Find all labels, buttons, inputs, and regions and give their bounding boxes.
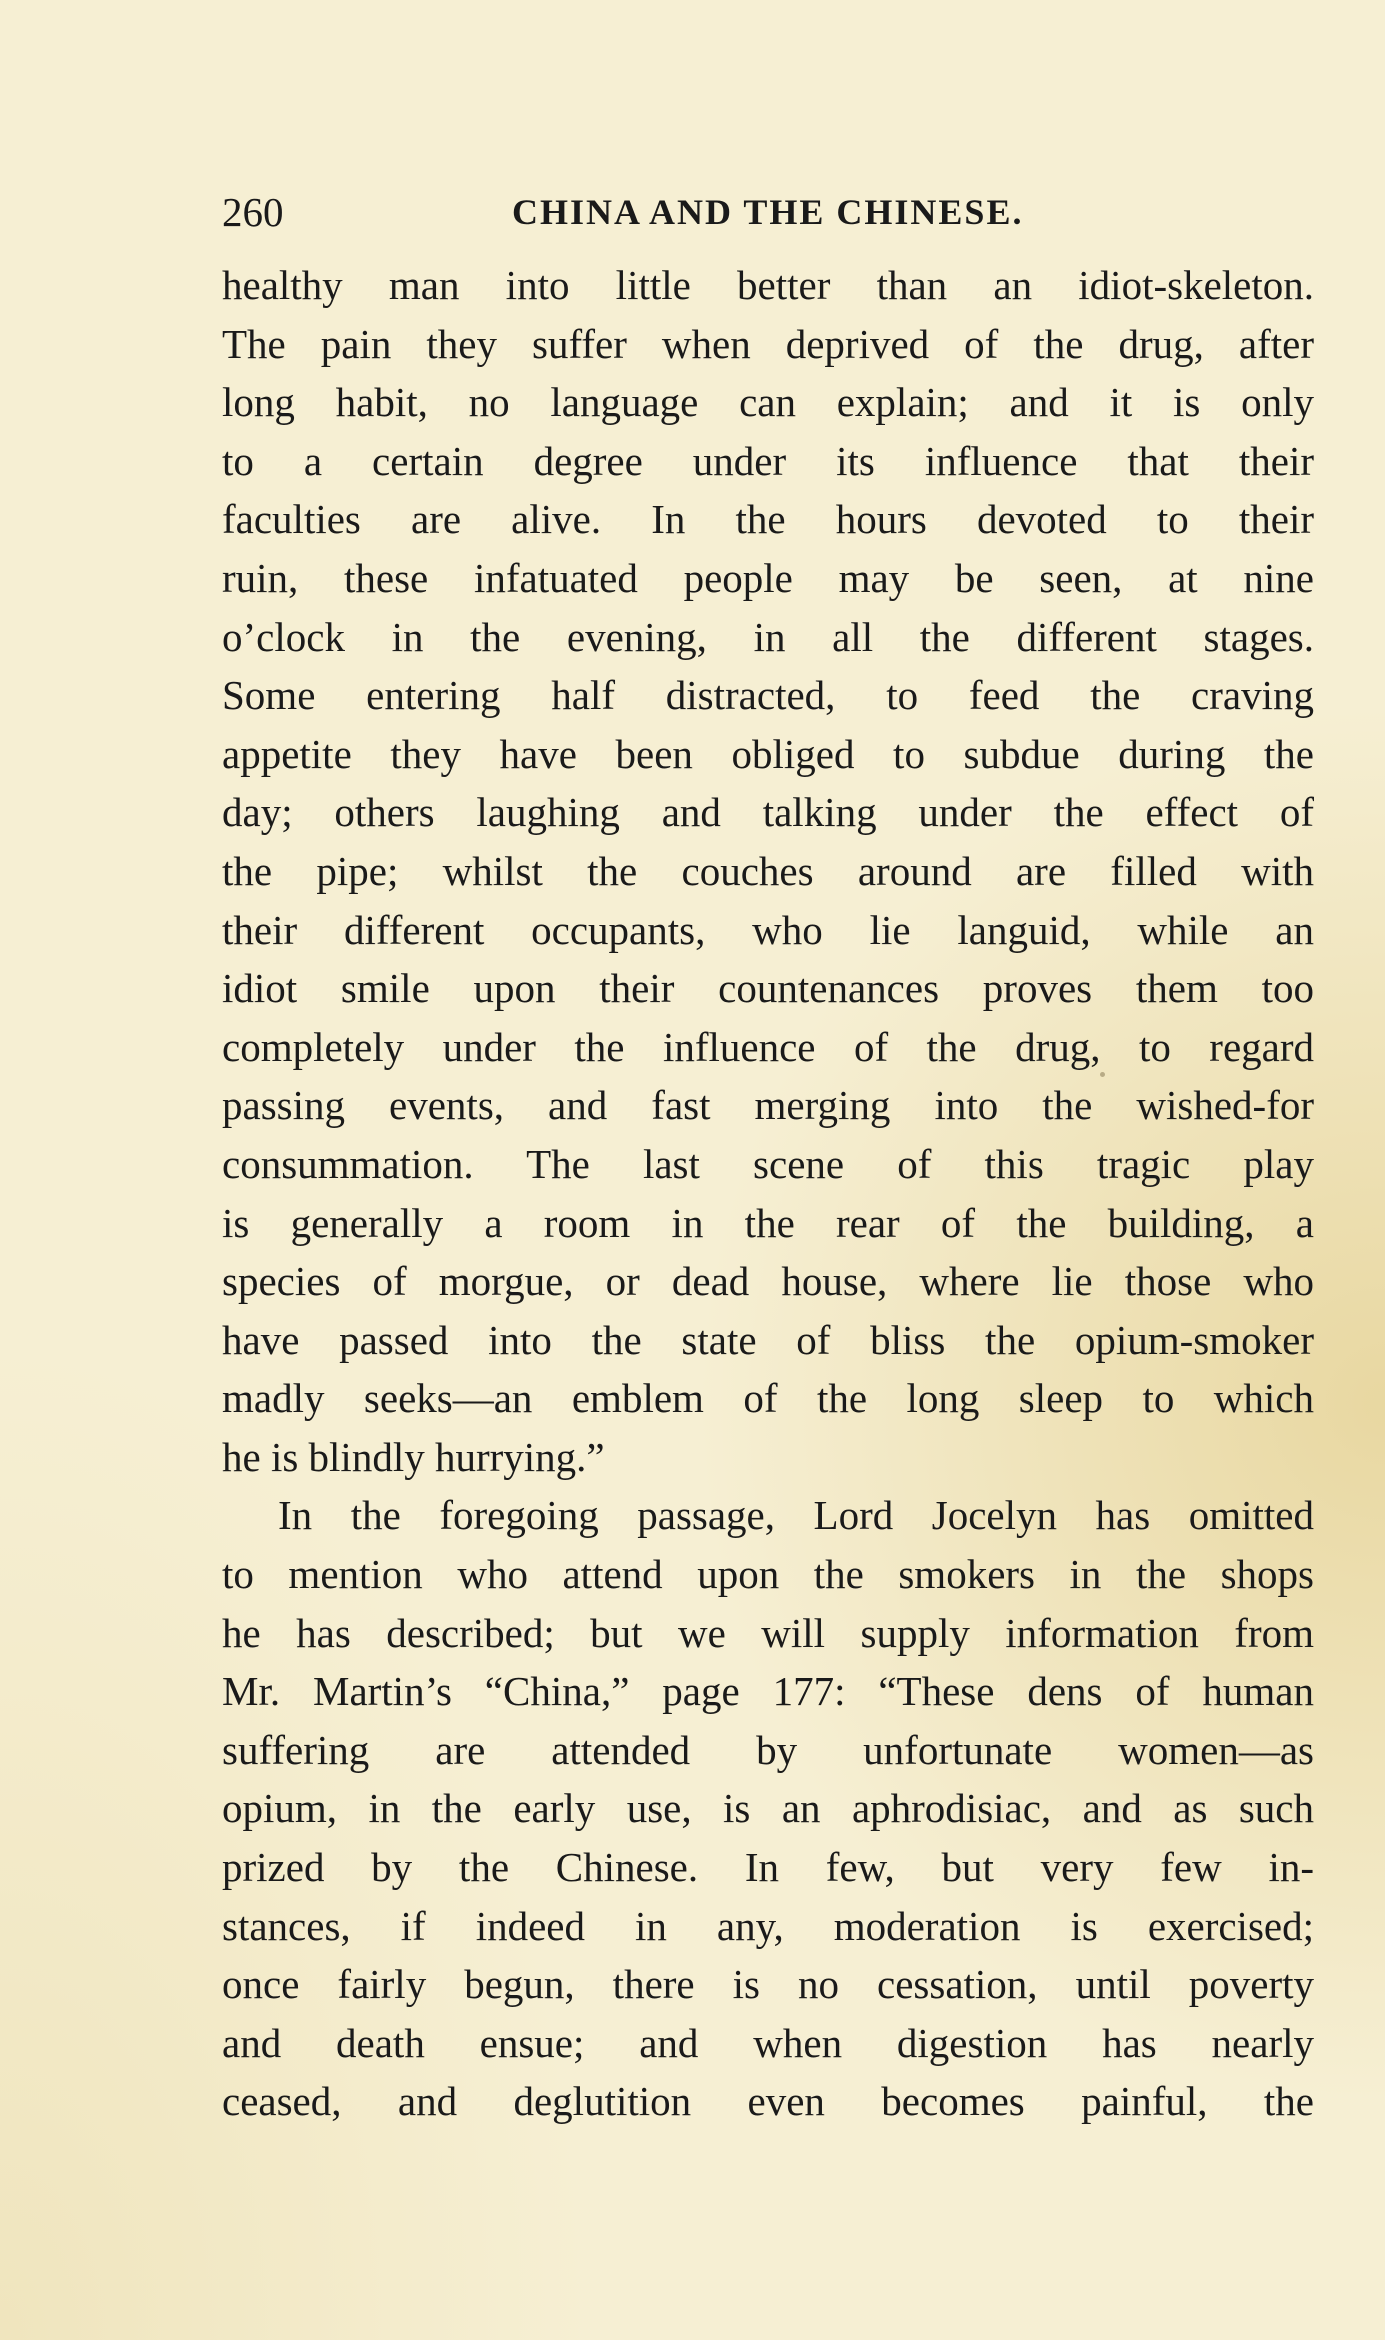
text-line: completely under the influence of the drug, to regard bbox=[222, 1023, 1314, 1070]
text-line: faculties are alive. In the hours devoted to their bbox=[222, 496, 1314, 543]
text-line: o’clock in the evening, in all the different stages. bbox=[222, 613, 1314, 660]
text-line: the pipe; whilst the couches around are filled with bbox=[222, 847, 1314, 894]
text-line: he has described; but we will supply information from bbox=[222, 1609, 1314, 1656]
text-line: and death ensue; and when digestion has nearly bbox=[222, 2019, 1314, 2066]
text-line: to mention who attend upon the smokers in the shops bbox=[222, 1551, 1314, 1598]
text-line: Mr. Martin’s “China,” page 177: “These dens of human bbox=[222, 1668, 1314, 1715]
text-line: consummation. The last scene of this tragic play bbox=[222, 1140, 1314, 1187]
text-line: stances, if indeed in any, moderation is exercised; bbox=[222, 1902, 1314, 1949]
text-line: appetite they have been obliged to subdue during the bbox=[222, 730, 1314, 777]
text-line: day; others laughing and talking under the effect of bbox=[222, 789, 1314, 836]
text-line: suffering are attended by unfortunate women—as bbox=[222, 1726, 1314, 1773]
text-line: once fairly begun, there is no cessation, until poverty bbox=[222, 1961, 1314, 2008]
paper-speck bbox=[1100, 1072, 1105, 1077]
page-header bbox=[222, 182, 1322, 242]
body-text bbox=[222, 256, 1314, 2131]
text-line: is generally a room in the rear of the building, a bbox=[222, 1199, 1314, 1246]
text-line: madly seeks—an emblem of the long sleep to which bbox=[222, 1375, 1314, 1422]
text-line: their different occupants, who lie languid, while an bbox=[222, 906, 1314, 953]
text-line: ruin, these infatuated people may be seen, at nine bbox=[222, 554, 1314, 601]
text-line: opium, in the early use, is an aphrodisiac, and as such bbox=[222, 1785, 1314, 1832]
text-line: he is blindly hurrying.” bbox=[222, 1433, 605, 1480]
text-line: Some entering half distracted, to feed the craving bbox=[222, 672, 1314, 719]
text-line: The pain they suffer when deprived of the drug, after bbox=[222, 320, 1314, 367]
text-line: have passed into the state of bliss the opium-smoker bbox=[222, 1316, 1314, 1363]
text-line: prized by the Chinese. In few, but very few in- bbox=[222, 1844, 1314, 1891]
text-line: long habit, no language can explain; and it is only bbox=[222, 379, 1314, 426]
running-head: CHINA AND THE CHINESE. bbox=[512, 192, 1024, 232]
text-line: to a certain degree under its influence that their bbox=[222, 437, 1314, 484]
text-line: idiot smile upon their countenances proves them too bbox=[222, 965, 1314, 1012]
text-line: species of morgue, or dead house, where lie those who bbox=[222, 1258, 1314, 1305]
text-line: In the foregoing passage, Lord Jocelyn has omitted bbox=[278, 1492, 1314, 1539]
page-number: 260 bbox=[222, 189, 284, 235]
text-line: healthy man into little better than an idiot-skeleton. bbox=[222, 262, 1314, 308]
text-line: ceased, and deglutition even becomes painful, the bbox=[222, 2078, 1314, 2125]
text-line: passing events, and fast merging into the wished-for bbox=[222, 1082, 1314, 1129]
